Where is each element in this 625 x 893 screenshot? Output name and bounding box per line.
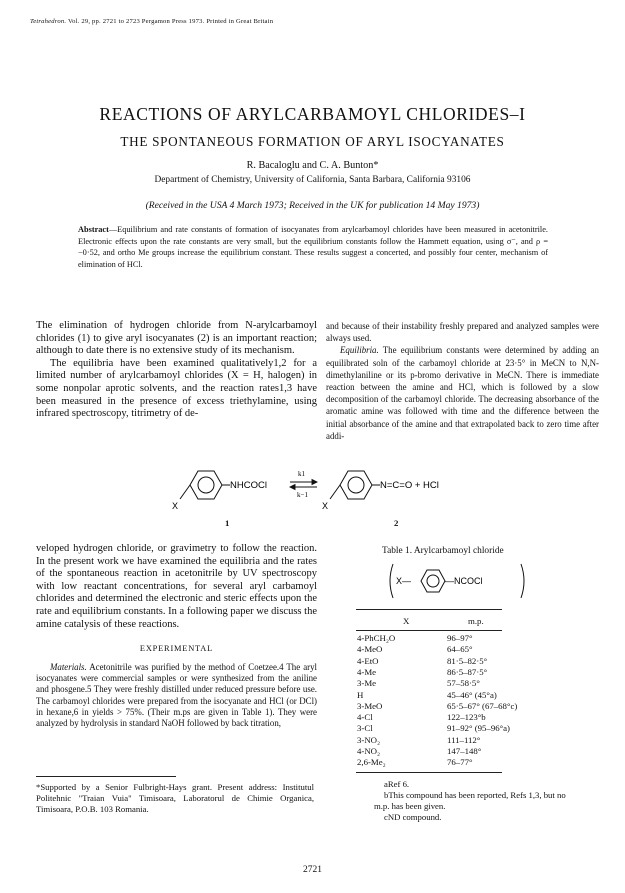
table-cell-x: 3-NO₂ (357, 734, 381, 745)
equilibria-method-paragraph (326, 344, 599, 442)
body-right-column (326, 320, 599, 442)
table-cell-mp: 86·5–87·5° (447, 666, 488, 677)
benzene-ring-1 (180, 471, 230, 499)
paper-title: REACTIONS OF ARYLCARBAMOYL CHLORIDES–I (99, 104, 526, 124)
scheme-k-reverse: k−1 (297, 491, 308, 499)
equilibria-method-text: The equilibrium constants were determined by adding an equilibrated soln of the carbamoyl chloride at 23·5° in MeCN to N,N-dimethylaniline or its p-bromo derivative in MeCN. There is immediate reaction between the amine and HCl, which is followed by a slow decomposition of the carbamoyl chloride. The decreasing absorbance of the aromatic amine was followed with time and the difference between the initial absorbance of the amine and that extrapolated back to zero time after addi- (326, 345, 599, 441)
table-cell-x: 4-NO₂ (357, 746, 381, 756)
compound-label-2: 2 (394, 518, 399, 528)
table-cell-x: 4-Cl (357, 712, 373, 723)
table-cell-x: 2,6-Me₂ (357, 757, 386, 768)
table-cell-x: 4-EtO (357, 655, 379, 666)
table-cell-mp: 111–112° (447, 734, 481, 745)
instability-paragraph: and because of their instability freshly prepared and analyzed samples were always used. (326, 321, 599, 344)
table-cell-mp: 122–123°b (447, 712, 486, 723)
equilibria-paragraph: The equilibria have been examined qualitatively1,2 for a limited number of arylcarbamoyl chlorides (X = H, halogen) in some nonpolar aprotic solvents, and the reaction rates1,3 have been measured in the presence of excess triethylamine, using infrared spectroscopy, titrimetry of de- (36, 357, 317, 420)
table-note: cND compound. (384, 812, 442, 822)
page-number: 2721 (303, 865, 322, 875)
table-cell-mp: 76–77° (447, 757, 473, 768)
equilibrium-arrows (290, 480, 317, 490)
table-cell-mp: 147–148° (447, 746, 482, 756)
scheme-k-forward: k1 (298, 470, 305, 478)
materials-label: Materials. (50, 661, 87, 672)
journal-name: Tetrahedron (30, 18, 65, 25)
received-dates: (Received in the USA 4 March 1973; Received in the UK for publication 14 May 1973) (145, 200, 480, 211)
table-cell-x: 4-PhCH₂O (357, 633, 396, 643)
table-struct-group: —NCOCl (445, 576, 483, 586)
abstract-label: Abstract (78, 225, 109, 234)
table-cell-x: 3-Me (357, 678, 377, 689)
table-cell-x: 4-MeO (357, 644, 383, 655)
body-left-column (36, 320, 317, 421)
benzene-ring-2 (330, 471, 380, 499)
table-benzene-ring (421, 570, 445, 592)
equilibria-label: Equilibria. (340, 345, 379, 356)
footnote-rule (36, 776, 176, 777)
reaction-scheme (160, 463, 480, 533)
journal-header: Tetrahedron. Vol. 29, pp. 2721 to 2723 Pergamon Press 1973. Printed in Great Britain (30, 18, 274, 25)
table-cell-x: 3-MeO (357, 700, 383, 711)
table-cell-mp: 91–92° (95–96°a) (447, 723, 510, 734)
table-top-rule (356, 609, 502, 610)
footnote: *Supported by a Senior Fulbright-Hays grant. Present address: Institutul Politehnic "Traian Vuia" Timisoara, Laboratorul de Chimie Organica, Timisoara, P.O.B. 103 Romania. (36, 782, 314, 814)
table-cell-mp: 65·5–67° (67–68°c) (447, 700, 518, 711)
scheme-reactant-group: NHCOCl (230, 480, 267, 491)
intro-paragraph: The elimination of hydrogen chloride from N-arylcarbamoyl chlorides (1) to give aryl isocyanates (2) is an important reaction; although to date there is no extensive study of its mechanism. (36, 320, 317, 357)
materials-text: Acetonitrile was purified by the method of Coetzee.4 The aryl isocyanates were commercial samples or were synthesized from the aniline and phosgene.5 They were freshly distilled under reduced pressure before use. The carbamoyl chlorides were prepared from the isocyanate and HCl (or DCl) in hexane,6 in yields > 75%. (Their m.ps are given in Table 1). They were analyzed by hydrolysis in standard NaOH followed by back titration, (36, 661, 317, 729)
authors: R. Bacaloglu and C. A. Bunton* (246, 160, 379, 171)
table-header-mp: m.p. (468, 616, 484, 626)
table-cell-mp: 64–65° (447, 644, 473, 655)
table-cell-mp: 57–58·5° (447, 678, 480, 689)
table-header-rule (356, 630, 502, 631)
table-cell-mp: 96–97° (447, 633, 473, 643)
table-notes (374, 779, 579, 823)
table-header-x: X (403, 616, 410, 626)
paper-subtitle: THE SPONTANEOUS FORMATION OF ARYL ISOCYANATES (120, 134, 505, 149)
compound-label-1: 1 (225, 518, 230, 528)
table-bottom-rule (356, 772, 502, 773)
abstract-text: —Equilibrium and rate constants of formation of isocyanates from arylcarbamoyl chlorides have been measured in acetonitrile. Electronic effects upon the rate constants are very small, but the equilibrium constants follow the Hammett equation, using σ⁻, and ρ = −0·52, and ortho Me groups increase the equilibrium constant. These results suggest a concerted, and possibly four center, mechanism of elimination of HCl. (78, 225, 548, 269)
table-cell-mp: 45–46° (45°a) (447, 689, 497, 700)
experimental-heading: EXPERIMENTAL (139, 644, 214, 654)
table-struct-x: X— (396, 576, 412, 586)
table-note: aRef 6. (384, 779, 410, 789)
body-left-lower (36, 543, 317, 730)
materials-paragraph (36, 662, 317, 730)
scheme-product: N=C=O + HCl (380, 480, 439, 491)
affiliation: Department of Chemistry, University of California, Santa Barbara, California 93106 (154, 175, 471, 185)
journal-citation: Vol. 29, pp. 2721 to 2723 Pergamon Press 1973. Printed in Great Britain (68, 18, 274, 25)
table-cell-x: 4-Me (357, 666, 377, 677)
scheme-x-2: X (322, 501, 329, 511)
table-cell-x: H (357, 689, 364, 700)
table-cell-mp: 81·5–82·5° (447, 655, 488, 666)
present-work-paragraph: veloped hydrogen chloride, or gravimetry to follow the reaction. In the present work we have examined the equilibria and the rates of the spontaneous reaction in acetonitrile by UV spectroscopy with low reactant concentrations, for several aryl carbamoyl chlorides and determined the electronic and steric effects upon the rate and equilibrium constants. In a following paper we discuss the amine catalysis of these reactions. (36, 543, 317, 630)
table-note: bThis compound has been reported, Refs 1,3, but no m.p. has been given. (374, 790, 566, 811)
table-structure (387, 560, 527, 602)
scheme-x-1: X (172, 501, 179, 511)
table-caption: Table 1. Arylcarbamoyl chloride (382, 546, 504, 556)
abstract (78, 224, 548, 270)
table-cell-x: 3-Cl (357, 723, 373, 734)
